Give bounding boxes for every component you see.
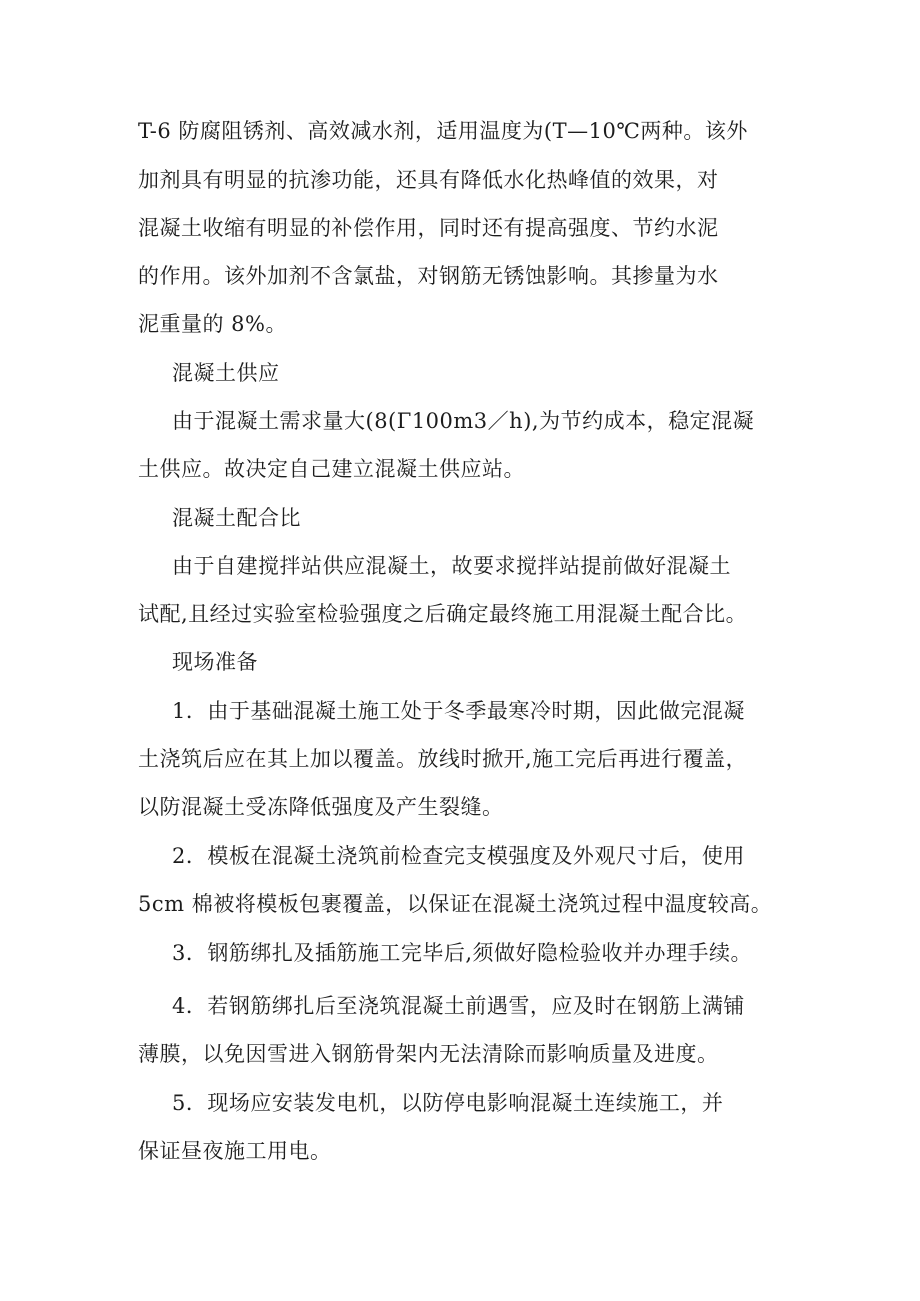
body-text-line: 加剂具有明显的抗渗功能，还具有降低水化热峰值的效果，对 <box>138 168 719 192</box>
body-text-line: 5．现场应安装发电机，以防停电影响混凝土连续施工，并 <box>172 1091 724 1115</box>
body-text-line: 混凝土收缩有明显的补偿作用，同时还有提高强度、节约水泥 <box>138 216 719 240</box>
body-text-line: 的作用。该外加剂不含氯盐，对钢筋无锈蚀影响。其掺量为水 <box>138 264 719 288</box>
body-text-line: 5cm 棉被将模板包裹覆盖，以保证在混凝土浇筑过程中温度较高。 <box>138 892 773 916</box>
body-text-line: 薄膜，以免因雪进入钢筋骨架内无法清除而影响质量及进度。 <box>138 1042 719 1066</box>
body-text-line: 3．钢筋绑扎及插筋施工完毕后,须做好隐检验收并办理手续。 <box>172 941 753 965</box>
body-text-line: 土浇筑后应在其上加以覆盖。放线时掀开,施工完后再进行覆盖， <box>138 747 748 771</box>
body-text-line: 保证昼夜施工用电。 <box>138 1139 332 1163</box>
section-heading-site-preparation: 现场准备 <box>172 650 258 674</box>
body-text-line: 2．模板在混凝土浇筑前检查完支模强度及外观尺寸后，使用 <box>172 844 745 868</box>
body-text-line: 泥重量的 8%。 <box>138 312 287 336</box>
body-text-line: 试配,且经过实验室检验强度之后确定最终施工用混凝土配合比。 <box>138 602 748 626</box>
body-text-line: T-6 防腐阻锈剂、高效减水剂，适用温度为(T—10℃两种。该外 <box>138 119 748 143</box>
body-text-line: 由于自建搅拌站供应混凝土，故要求搅拌站提前做好混凝土 <box>172 554 731 578</box>
body-text-line: 4．若钢筋绑扎后至浇筑混凝土前遇雪，应及时在钢筋上满铺 <box>172 994 745 1018</box>
body-text-line: 1．由于基础混凝土施工处于冬季最寒冷时期，因此做完混凝 <box>172 699 745 723</box>
body-text-line: 由于混凝土需求量大(8(Γ100m3／h),为节约成本，稳定混凝 <box>172 409 755 433</box>
section-heading-mix-ratio: 混凝土配合比 <box>172 506 301 530</box>
body-text-line: 以防混凝土受冻降低强度及产生裂缝。 <box>138 795 504 819</box>
body-text-line: 土供应。故决定自己建立混凝土供应站。 <box>138 457 525 481</box>
section-heading-concrete-supply: 混凝土供应 <box>172 361 280 385</box>
